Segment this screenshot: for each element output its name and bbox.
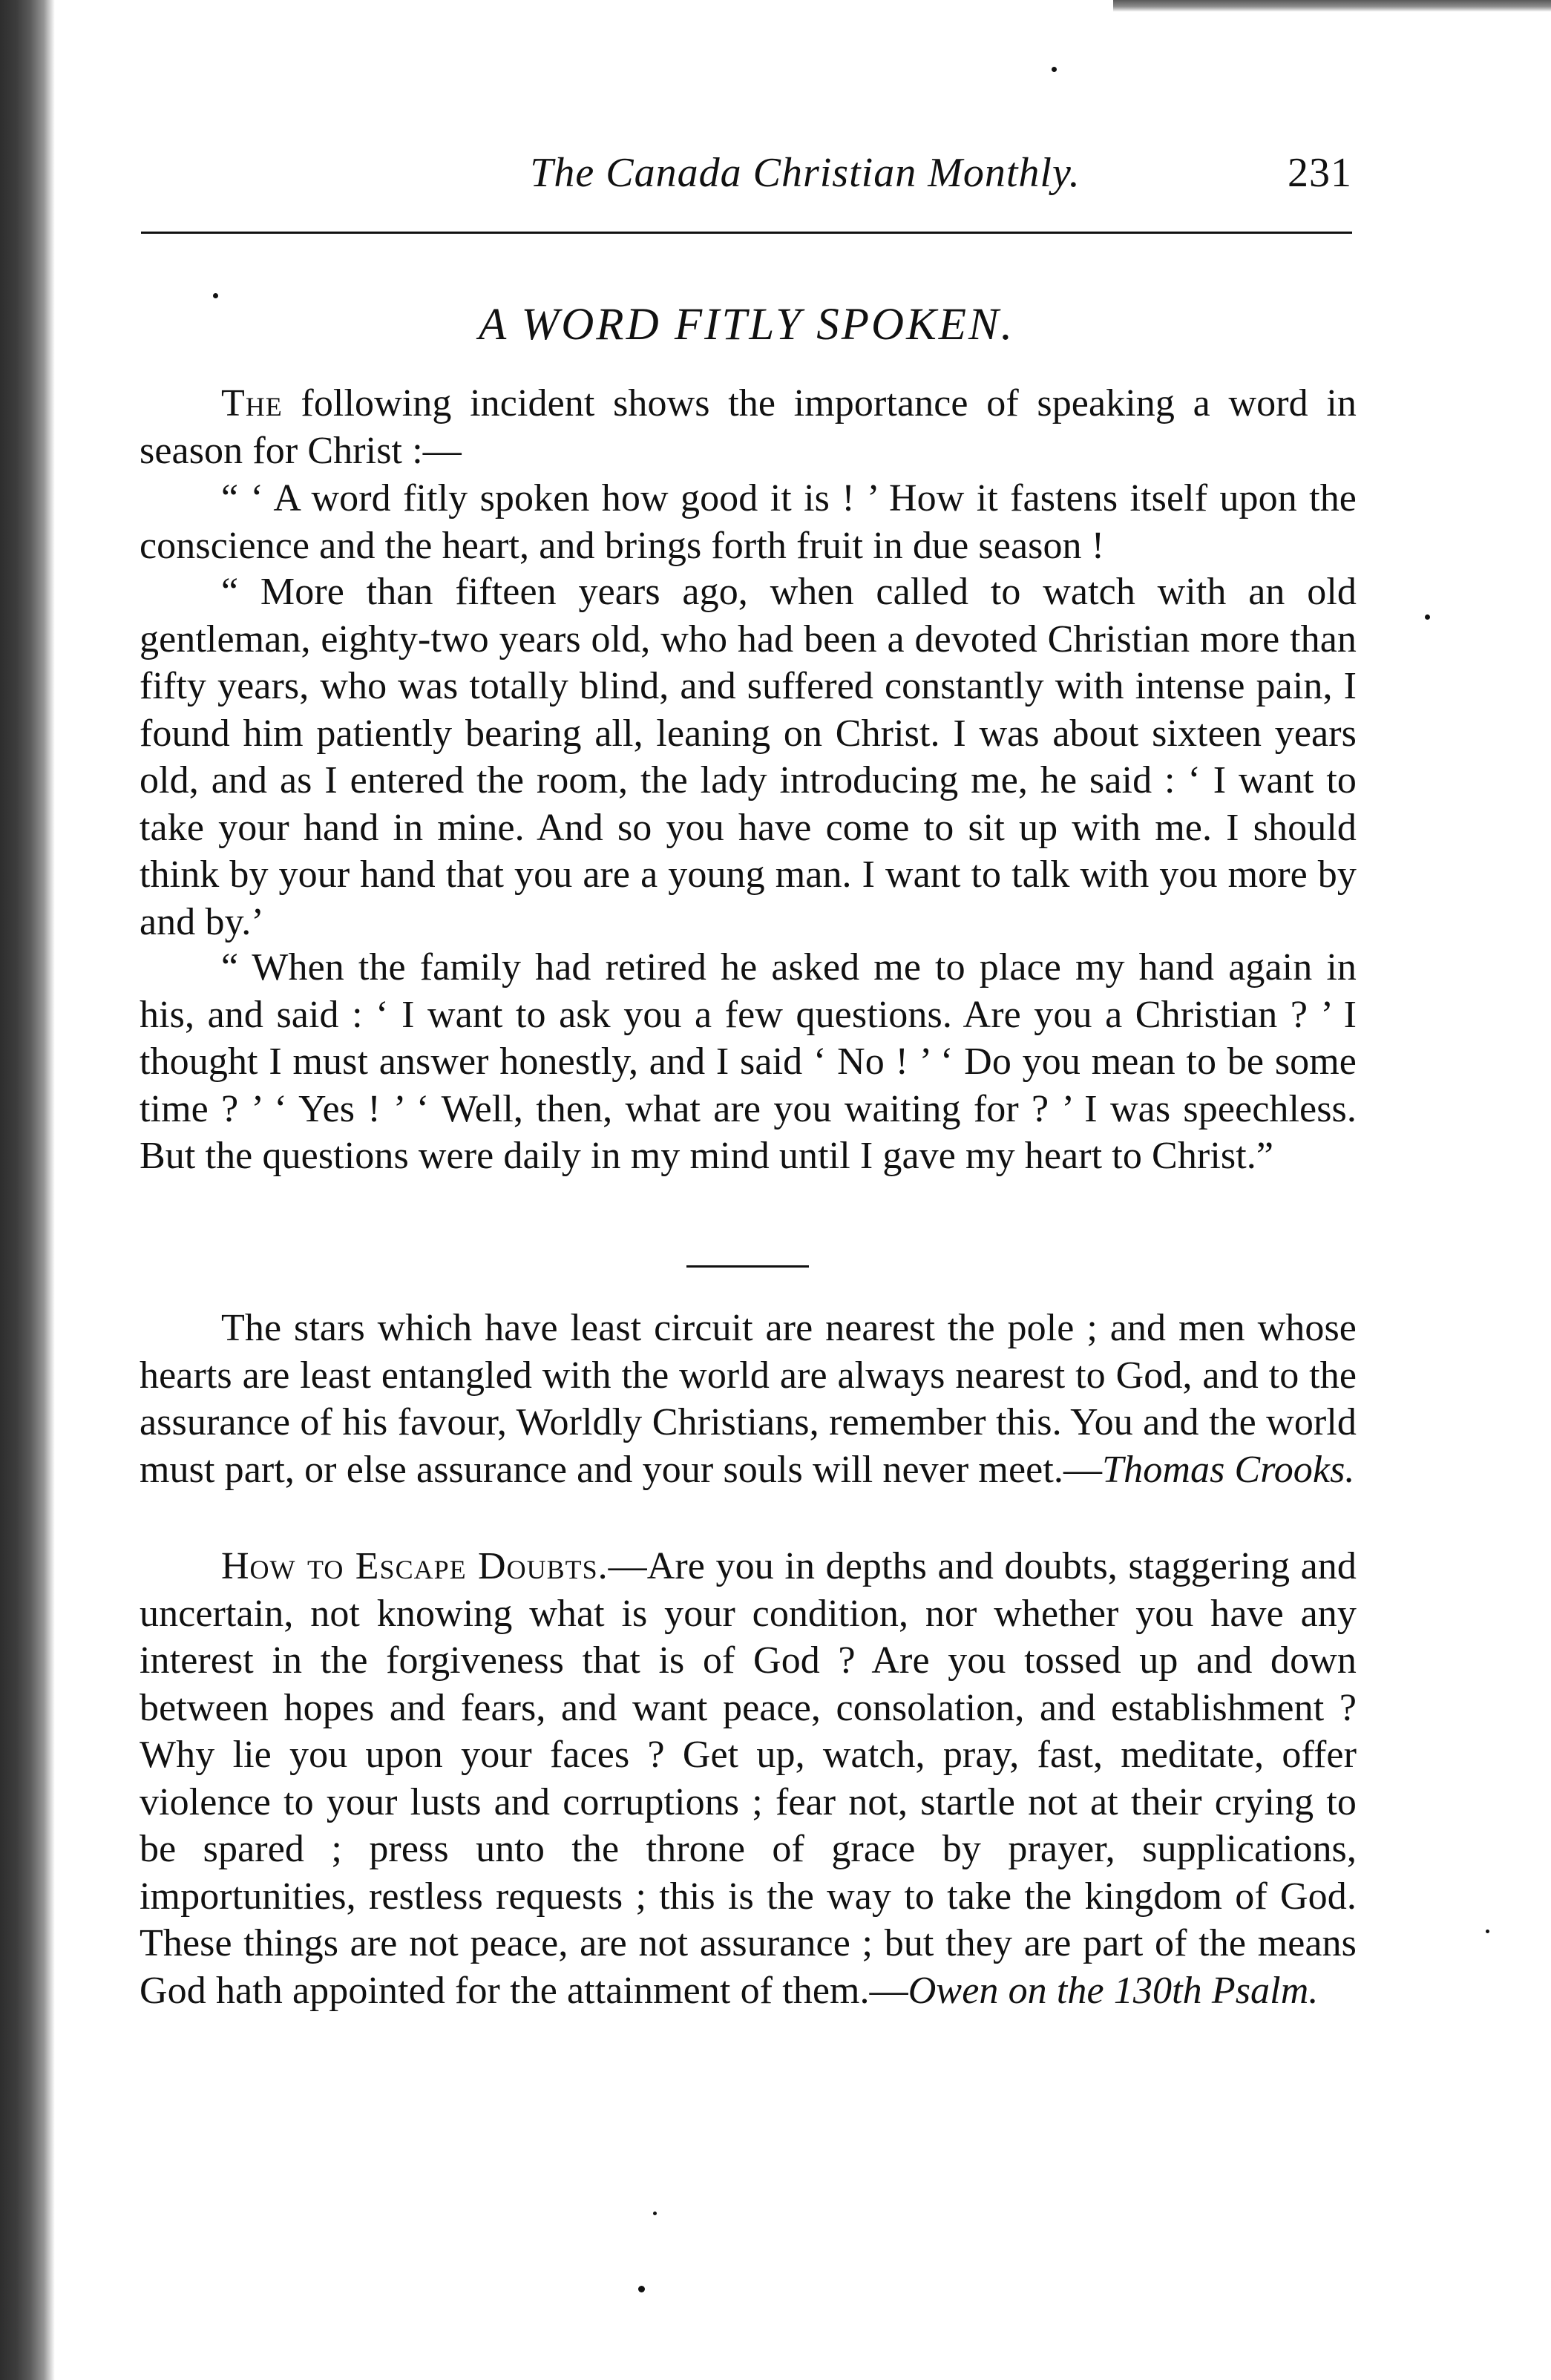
scan-speck	[1486, 1930, 1489, 1933]
scan-binding-shadow	[0, 0, 55, 2380]
quote-paragraph-one: “ ‘ A word fitly spoken how good it is ! ’ How it fastens itself upon the conscience and the heart, and brings forth fruit in due season !	[140, 477, 1357, 567]
article-quote-paragraph-three	[140, 944, 1357, 1180]
scan-top-edge-mark	[1113, 0, 1551, 12]
scan-speck	[653, 2212, 657, 2215]
doubts-attribution: Owen on the 130th Psalm.	[908, 1969, 1319, 2012]
scan-speck	[638, 2286, 645, 2292]
article-title: A WORD FITLY SPOKEN.	[479, 300, 1014, 350]
article-quote-paragraph-two	[140, 568, 1357, 945]
header-rule	[141, 232, 1352, 234]
page-number: 231	[1288, 150, 1352, 196]
article-intro	[140, 380, 1357, 474]
journal-title: The Canada Christian Monthly.	[530, 150, 1081, 196]
intro-paragraph	[140, 380, 1357, 474]
doubts-text: —Are you in depths and doubts, staggering and uncertain, not knowing what is your condition, nor whether you have any interest in the forgiveness that is of God ? Are you tossed up and down between hopes and fears, and want peace, consolation, and establishment ? Why lie you upon your faces ? Get up, watch, pray, fast, meditate, offer violence to your lusts and corruptions ; fear not, startle not at their crying to be spared ; press unto the throne of grace by prayer, supplications, importunities, restless requests ; this is the way to take the kingdom of God. These things are not peace, are not assurance ; but they are part of the means God hath appointed for the attainment of them.—	[140, 1545, 1357, 2012]
doubts-paragraph	[140, 1543, 1357, 2014]
scan-speck	[1425, 614, 1430, 620]
stars-text-paragraph	[140, 1305, 1357, 1493]
intro-lead-word: The	[221, 382, 283, 424]
scan-speck	[213, 293, 218, 298]
stars-text: The stars which have least circuit are nearest the pole ; and men whose hearts are least entangled with the world are always nearest to God, and to the assurance of his favour, Worldly Christians, remember this. You and the world must part, or else assurance and your souls will never meet.—	[140, 1307, 1357, 1491]
stars-paragraph	[140, 1305, 1357, 1493]
quote-paragraph-two: “ More than fifteen years ago, when called to watch with an old gentleman, eighty-two years old, who had been a devoted Christian more than fifty years, who was totally blind, and suffered constantly with intense pain, I found him patiently bearing all, leaning on Christ. I was about sixteen years old, and as I entered the room, the lady introducing me, he said : ‘ I want to take your hand in mine. And so you have come to sit up with me. I should think by your hand that you are a young man. I want to talk with you more by and by.’	[140, 571, 1357, 943]
quote-paragraph-three: “ When the family had retired he asked me to place my hand again in his, and said : ‘ I want to ask you a few questions. Are you a Christian ? ’ I thought I must answer honestly, and I said ‘ No ! ’ ‘ Do you mean to be some time ? ’ ‘ Yes ! ’ ‘ Well, then, what are you waiting for ? ’ I was speechless. But the questions were daily in my mind until I gave my heart to Christ.”	[140, 946, 1357, 1177]
doubts-heading: How to Escape Doubts.	[221, 1545, 609, 1587]
doubts-text-paragraph	[140, 1543, 1357, 2014]
article-quote-paragraph-one	[140, 475, 1357, 569]
stars-attribution: Thomas Crooks.	[1102, 1448, 1355, 1491]
running-head	[141, 147, 1352, 206]
intro-text: following incident shows the importance of speaking a word in season for Christ :—	[140, 382, 1357, 472]
scan-speck	[1052, 67, 1057, 72]
section-divider	[686, 1265, 809, 1268]
